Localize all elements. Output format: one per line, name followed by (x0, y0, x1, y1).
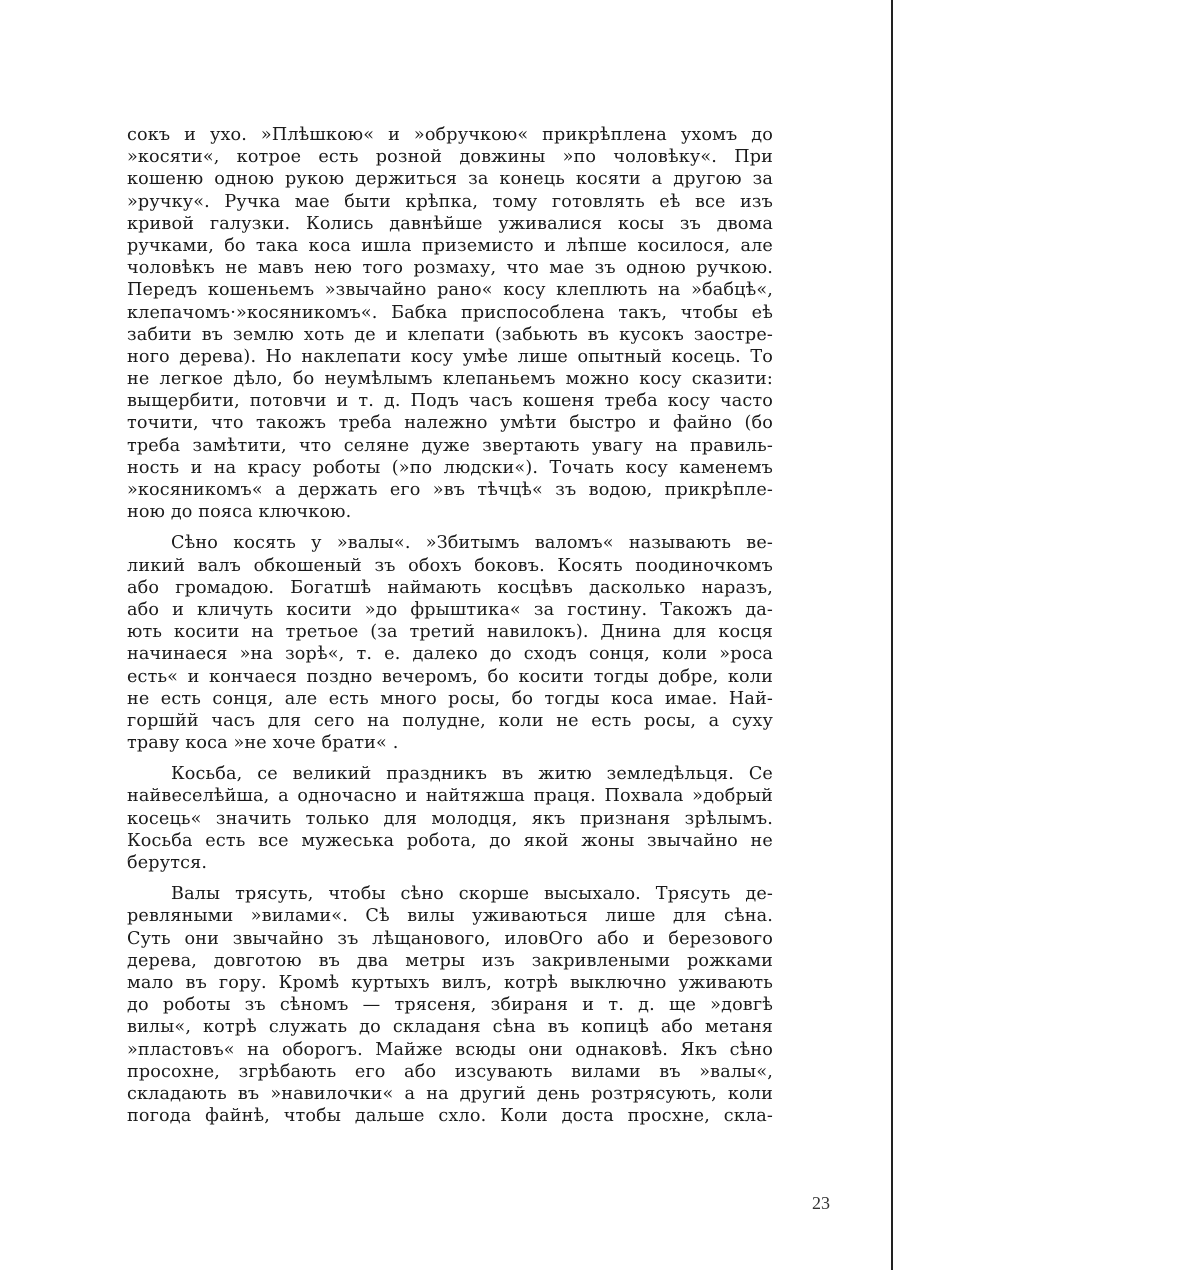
text-line: »пластовъ« на оборогъ. Майже всюды они однаковѣ. Якъ сѣно (127, 1039, 773, 1060)
paragraph-1 (127, 124, 773, 523)
text-line: дерева, довготою въ два метры изъ закривлеными рожками (127, 950, 773, 971)
paragraph-4 (127, 883, 773, 1127)
text-line: ють косити на третьое (за третий навилокъ). Днина для косця (127, 622, 773, 643)
text-line: точити, что такожъ треба належно умѣти быстро и файно (бо (127, 413, 773, 434)
text-line: кошеню одною рукою держиться за конець косяти а другою за (127, 169, 773, 190)
text-line: »косяти«, котрое есть розной довжины »по чоловѣку«. При (127, 147, 773, 168)
text-line: клепачомъ·»косяникомъ«. Бабка приспособлена такъ, чтобы еѣ (127, 302, 773, 323)
text-line: ность и на красу роботы (»по людски«). Точать косу каменемъ (127, 457, 773, 478)
text-line: »ручку«. Ручка мае быти крѣпка, тому готовлять еѣ все изъ (127, 191, 773, 212)
text-line: сокъ и ухо. »Плѣшкою« и »обручкою« прикрѣплена ухомъ до (127, 125, 773, 145)
page-edge-line (891, 0, 893, 1270)
body-text (127, 124, 773, 1136)
text-line: выщербити, потовчи и т. д. Подъ часъ кошеня треба косу часто (127, 391, 773, 412)
text-line: Суть они звычайно зъ лѣщанового, иловОго або и березового (127, 928, 773, 949)
text-line: Косьба есть все мужеська робота, до якой жоны звычайно не (127, 830, 773, 851)
text-line: погода файнѣ, чтобы дальше схло. Коли доста просхне, скла- (127, 1106, 773, 1127)
text-line: або и кличуть косити »до фрыштика« за гостину. Такожъ да- (127, 599, 773, 620)
text-line: кривой галузки. Колись давнѣйше уживалися косы зъ двома (127, 213, 773, 234)
text-line: Косьба, се великий праздникъ въ житю земледѣльця. Се (171, 764, 773, 785)
text-line: ревляными »вилами«. Сѣ вилы уживаються лише для сѣна. (127, 906, 773, 927)
text-line: траву коса »не хоче брати« . (127, 733, 399, 754)
text-line: Сѣно косять у »валы«. »Збитымъ валомъ« называють ве- (171, 533, 773, 554)
text-line: ликий валъ обкошеный зъ обохъ боковъ. Косять поодиночкомъ (127, 555, 773, 576)
paragraph-2 (127, 532, 773, 754)
text-line: ного дерева). Но наклепати косу умѣе лише опытный косець. То (127, 346, 773, 367)
text-line: найвеселѣйша, а одночасно и найтяжша праця. Похвала »добрый (127, 786, 773, 807)
text-line: Валы трясуть, чтобы сѣно скорше высыхало. Трясуть де- (171, 884, 773, 905)
text-line: горшйй часъ для сего на полудне, коли не есть росы, а суху (127, 710, 773, 731)
text-line: або громадою. Богатшѣ наймають косцѣвъ дасколько наразъ, (127, 577, 773, 598)
text-line: берутся. (127, 853, 208, 873)
text-line: до роботы зъ сѣномъ — трясеня, збираня и т. д. ще »довгѣ (127, 995, 773, 1016)
text-line: складають въ »навилочки« а на другий день розтрясують, коли (127, 1083, 773, 1104)
text-line: чоловѣкъ не мавъ нею того розмаху, что мае зъ одною ручкою. (127, 258, 773, 279)
text-line: не есть сонця, але есть много росы, бо тогды коса имае. Най- (127, 688, 773, 709)
text-line: не легкое дѣло, бо неумѣлымъ клепаньемъ можно косу сказити: (127, 369, 773, 390)
text-line: косець« значить только для молодця, якъ признаня зрѣлымъ. (127, 808, 773, 829)
text-line: ручками, бо така коса ишла приземисто и лѣпше косилося, але (127, 235, 773, 256)
text-line: начинаеся »на зорѣ«, т. е. далеко до сходъ сонця, коли »роса (127, 644, 773, 665)
page-number: 23 (812, 1193, 830, 1213)
text-line: просохне, згрѣбають его або изсувають вилами въ »валы«, (127, 1061, 773, 1082)
text-line: мало въ гору. Кромѣ куртыхъ вилъ, котрѣ выключно уживають (127, 972, 773, 993)
text-line: вилы«, котрѣ служать до складаня сѣна въ копицѣ або метаня (127, 1017, 773, 1038)
text-line: треба замѣтити, что селяне дуже звертають увагу на правиль- (127, 435, 773, 456)
text-line: забити въ землю хоть де и клепати (забьють въ кусокъ заостре- (127, 324, 773, 345)
text-line: ною до пояса ключкою. (127, 502, 352, 523)
text-line: Передъ кошеньемъ »звычайно рано« косу клеплють на »бабцѣ«, (127, 280, 773, 301)
text-line: есть« и кончаеся поздно вечеромъ, бо косити тогды добре, коли (127, 666, 773, 687)
paragraph-3 (127, 763, 773, 874)
text-line: »косяникомъ« а держать его »въ тѣчцѣ« зъ водою, прикрѣпле- (127, 480, 773, 500)
